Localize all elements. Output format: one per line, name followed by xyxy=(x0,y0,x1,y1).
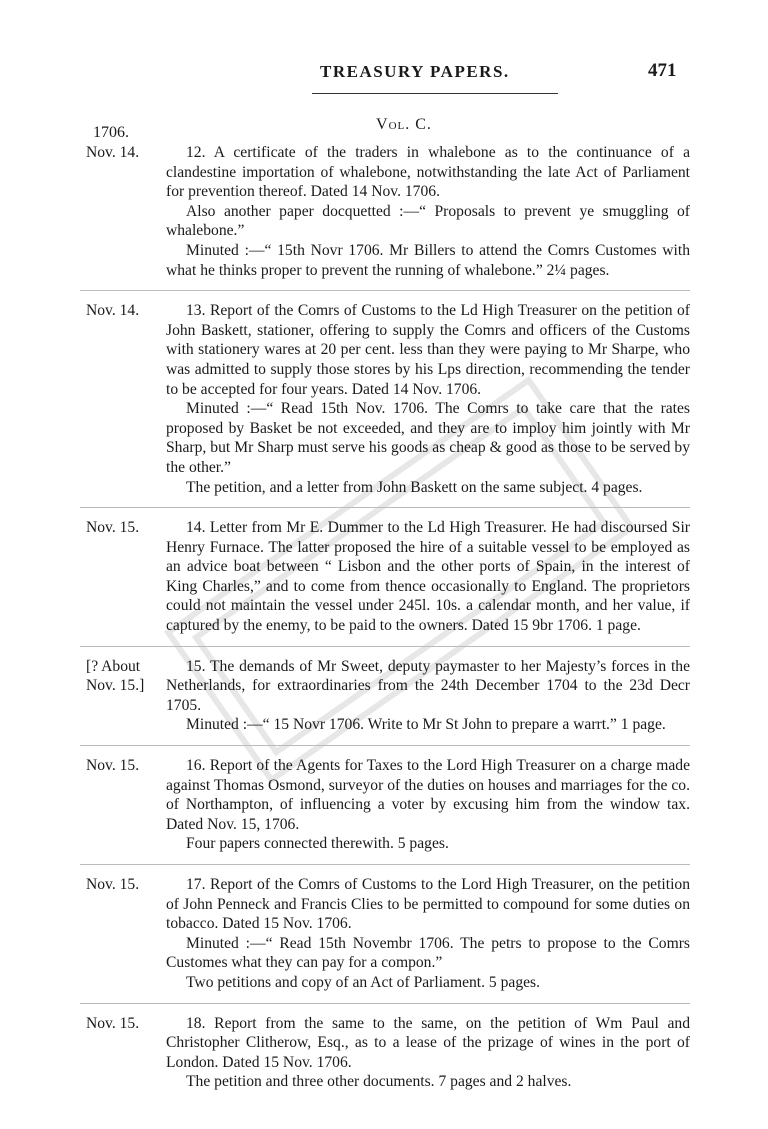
entry-date: [? About Nov. 15.] xyxy=(86,657,145,695)
entry-18 xyxy=(80,1014,690,1092)
entry-date: Nov. 15. xyxy=(86,876,140,893)
entry-separator xyxy=(80,745,690,746)
entry-minute: Minuted :—“ 15 Novr 1706. Write to Mr St John to prepare a warrt.” 1 page. xyxy=(186,716,666,734)
entry-date: Nov. 14. xyxy=(86,144,140,161)
entry-paragraph: The petition, and a letter from John Baskett on the same subject. 4 pages. xyxy=(186,478,643,496)
page-header xyxy=(0,58,768,86)
entry-minute: Minuted :—“ 15th Novr 1706. Mr Billers to attend the Comrs Customes with what he thinks proper to prevent the running of whalebone.” 2¼ pages. xyxy=(166,241,690,279)
entry-12 xyxy=(80,143,690,280)
entry-separator xyxy=(80,864,690,865)
entry-paragraph: 18. Report from the same to the same, on the petition of Wm Paul and Christopher Clitherow, Esq., as to a lease of the prizage of wines in the port of London. Dated 15 Nov. 1706. xyxy=(166,1014,690,1071)
running-title: TREASURY PAPERS. xyxy=(320,62,510,81)
entry-paragraph: The petition and three other documents. 7 pages and 2 halves. xyxy=(186,1073,572,1091)
entry-paragraph: 14. Letter from Mr E. Dummer to the Ld High Treasurer. He had discoursed Sir Henry Furnace. The latter proposed the hire of a suitable vessel to be employed as an advice boat between “ Lisbon and the other ports of Spain, in the interest of King Charles,” and to come from thence occasionally to England. The proprietors could not maintain the vessel under 245l. 10s. a calendar month, and her value, if captured by the enemy, to be paid to the owners. Dated 15 9br 1706. 1 page. xyxy=(166,519,690,635)
entry-separator xyxy=(80,507,690,508)
entry-minute: Minuted :—“ Read 15th Nov. 1706. The Comrs to take care that the rates proposed by Basket be not exceeded, and they are to imploy him jointly with Mr Sharp, but Mr Sharp must serve his goods as cheap & good as those to be served by the other.” xyxy=(166,400,690,476)
entry-16 xyxy=(80,756,690,854)
entry-paragraph: 16. Report of the Agents for Taxes to the Lord High Treasurer on a charge made against Thomas Osmond, surveyor of the duties on houses and marriages for the co. of Northampton, of influencing a voter by excusing him from the window tax. Dated Nov. 15, 1706. xyxy=(166,757,690,833)
entry-date: Nov. 15. xyxy=(86,757,140,775)
entry-minute: Minuted :—“ Read 15th Novembr 1706. The petrs to propose to the Comrs Customes what they can pay for a compon.” xyxy=(166,934,690,972)
entry-17 xyxy=(80,875,690,993)
header-rule xyxy=(312,93,558,94)
entry-paragraph: 13. Report of the Comrs of Customs to the Ld High Treasurer on the petition of John Baskett, stationer, offering to supply the Comrs and officers of the Customs with stationery wares at 20 per cent. less than they were paying to Mr Sharpe, who was admitted to supply those stores by his Lps direction, recommending the tender to be accepted for four years. Dated 14 Nov. 1706. xyxy=(166,302,690,398)
entries-list xyxy=(80,143,690,1102)
entry-date: Nov. 15. xyxy=(86,519,140,537)
entry-paragraph: Four papers connected therewith. 5 pages. xyxy=(186,835,449,853)
year-label: 1706. xyxy=(93,124,129,141)
entry-paragraph: 17. Report of the Comrs of Customs to the Lord High Treasurer, on the petition of John Penneck and Francis Clies to be permitted to compound for some duties on tobacco. Dated 15 Nov. 1706. xyxy=(166,876,690,933)
entry-paragraph: 12. A certificate of the traders in whalebone as to the continuance of a clandestine importation of whalebone, notwithstanding the late Act of Parliament for prevention thereof. Dated 14 Nov. 1706. xyxy=(166,144,690,201)
page-number: 471 xyxy=(648,60,677,81)
entry-date: Nov. 15. xyxy=(86,1014,140,1032)
entry-14 xyxy=(80,518,690,636)
volume-title: Vol. C. xyxy=(376,116,432,133)
entry-paragraph: 15. The demands of Mr Sweet, deputy paymaster to her Majesty’s forces in the Netherlands, for extraordinaries from the 24th December 1704 to the 23d Decr 1705. xyxy=(166,657,690,714)
entry-separator xyxy=(80,646,690,647)
entry-paragraph: Also another paper docquetted :—“ Proposals to prevent ye smuggling of whalebone.” xyxy=(166,202,690,240)
entry-paragraph: Two petitions and copy of an Act of Parliament. 5 pages. xyxy=(186,973,541,991)
entry-separator xyxy=(80,290,690,291)
entry-separator xyxy=(80,1003,690,1004)
entry-13 xyxy=(80,301,690,497)
entry-date: Nov. 14. xyxy=(86,302,140,320)
entry-15 xyxy=(80,657,690,735)
